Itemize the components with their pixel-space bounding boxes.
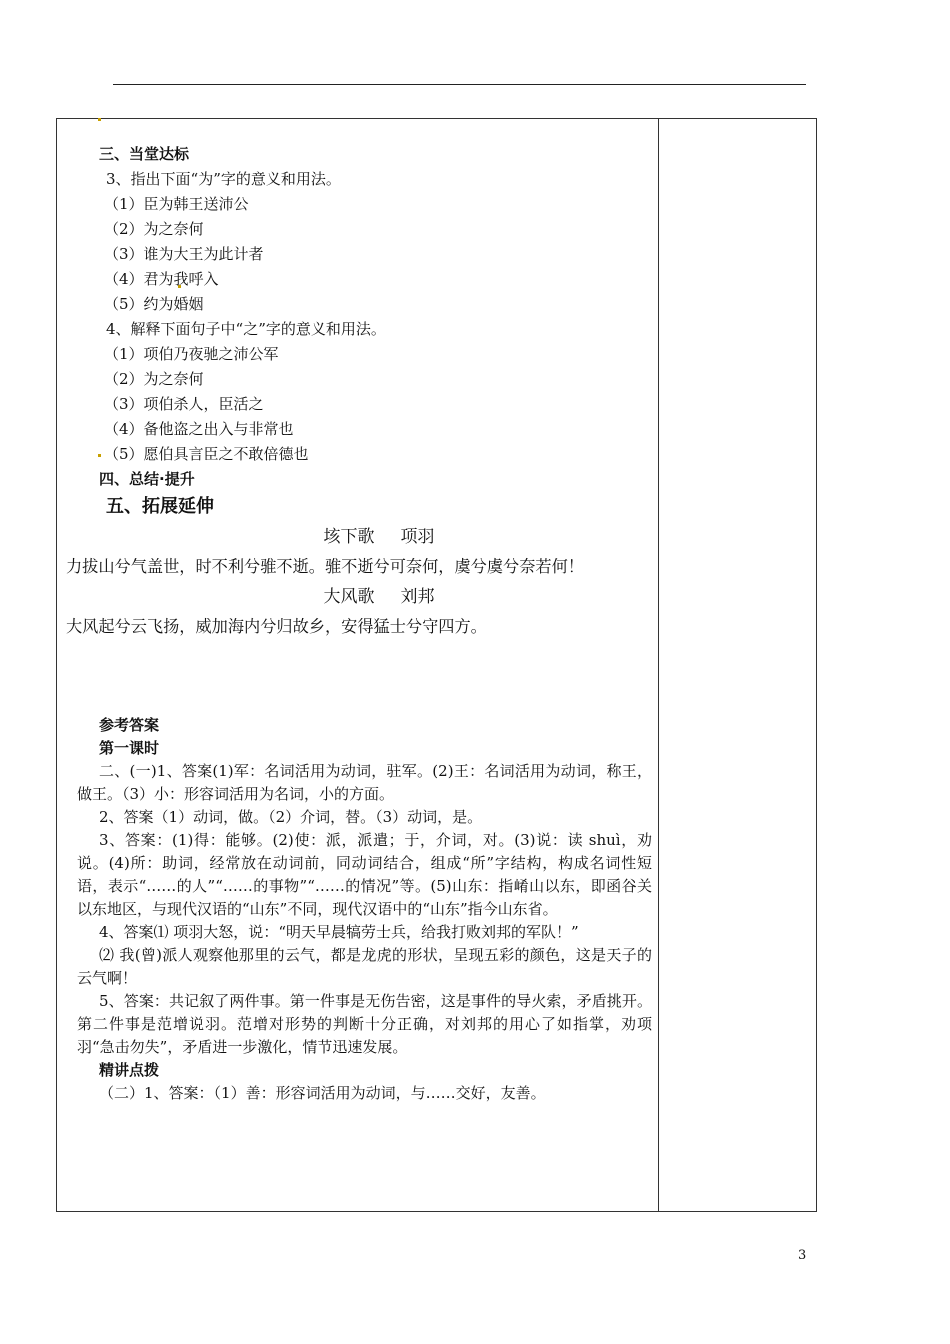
decorative-dot [98,118,101,121]
question-4: 4、解释下面句子中“之”字的意义和用法。 [106,320,386,338]
q4-item: （2）为之奈何 [104,370,204,388]
poem-text-dafeng: 大风起兮云飞扬，威加海内兮归故乡，安得猛士兮守四方。 [66,617,487,636]
jingjiang-heading: 精讲点拨 [99,1061,160,1079]
q4-item: （4）备他盗之出入与非常也 [104,420,294,438]
answer-paragraph: 5、答案：共记叙了两件事。第一件事是无伤告密，这是事件的导火索，矛盾挑开。第二件事是范增说羽。范增对形势的判断十分正确，对刘邦的用心了如指掌，劝项羽“急击勿失”，矛盾进一步激化，情节迅速发展。 [77,992,652,1056]
q3-item: （1）臣为韩王送沛公 [104,195,249,213]
answer-paragraph: ⑵ 我(曾)派人观察他那里的云气，都是龙虎的形状，呈现五彩的颜色，这是天子的云气啊！ [77,946,652,987]
q3-item: （3）谁为大王为此计者 [104,245,264,263]
poem-text-gaixia: 力拔山兮气盖世，时不利兮骓不逝。骓不逝兮可奈何，虞兮虞兮奈若何！ [66,557,584,576]
poem-title: 大风歌 [323,587,375,607]
answer-paragraph: （二）1、答案：（1）善：形容词活用为动词，与……交好，友善。 [99,1084,546,1102]
answer-paragraph: 3、答案：(1)得：能够。(2)使：派，派遣；于，介词，对。(3)说：读 shuì，劝说。(4)所：助词，经常放在动词前，同动词结合，组成“所”字结构，构成名词性短语，表示“……的人”“……的事物”“……的情况”等。(5)山东：指崤山以东，即函谷关以东地区，与现代汉语的“山东”不同，现代汉语中的“山东”指今山东省。 [77,831,652,918]
header-rule [113,84,806,85]
section-heading-4: 四、总结·提升 [99,470,195,488]
section-heading-5: 五、拓展延伸 [106,496,214,517]
page-number: 3 [798,1248,807,1263]
answer-section [66,714,652,1105]
main-cell-content [66,142,652,1105]
q4-item: （3）项伯杀人，臣活之 [104,395,264,413]
poem-author: 项羽 [400,527,435,547]
answer-paragraph: 4、答案⑴ 项羽大怒，说：“明天早晨犒劳士兵，给我打败刘邦的军队！” [99,923,579,941]
poem-title-gaixia [66,522,652,552]
poem-title-dafeng [66,582,652,612]
q4-item: （1）项伯乃夜驰之沛公军 [104,345,279,363]
lesson-heading: 第一课时 [99,739,160,757]
poem-title: 垓下歌 [323,527,375,547]
poem-author: 刘邦 [400,587,435,607]
q4-item: （5）愿伯具言臣之不敢倍德也 [104,445,309,463]
q3-item: （4）君为我呼入 [104,270,219,288]
question-3: 3、指出下面“为”字的意义和用法。 [106,170,341,188]
section-heading-3: 三、当堂达标 [99,145,190,163]
table-column-divider [658,118,659,1212]
answer-paragraph: 二、(一)1、答案(1)军：名词活用为动词，驻军。(2)王：名词活用为动词，称王，做王。（3）小：形容词活用为名词，小的方面。 [77,762,652,803]
q3-item: （5）约为婚姻 [104,295,204,313]
q3-item: （2）为之奈何 [104,220,204,238]
answer-paragraph: 2、答案（1）动词，做。（2）介词，替。（3）动词，是。 [99,808,483,826]
answers-heading: 参考答案 [99,716,160,734]
